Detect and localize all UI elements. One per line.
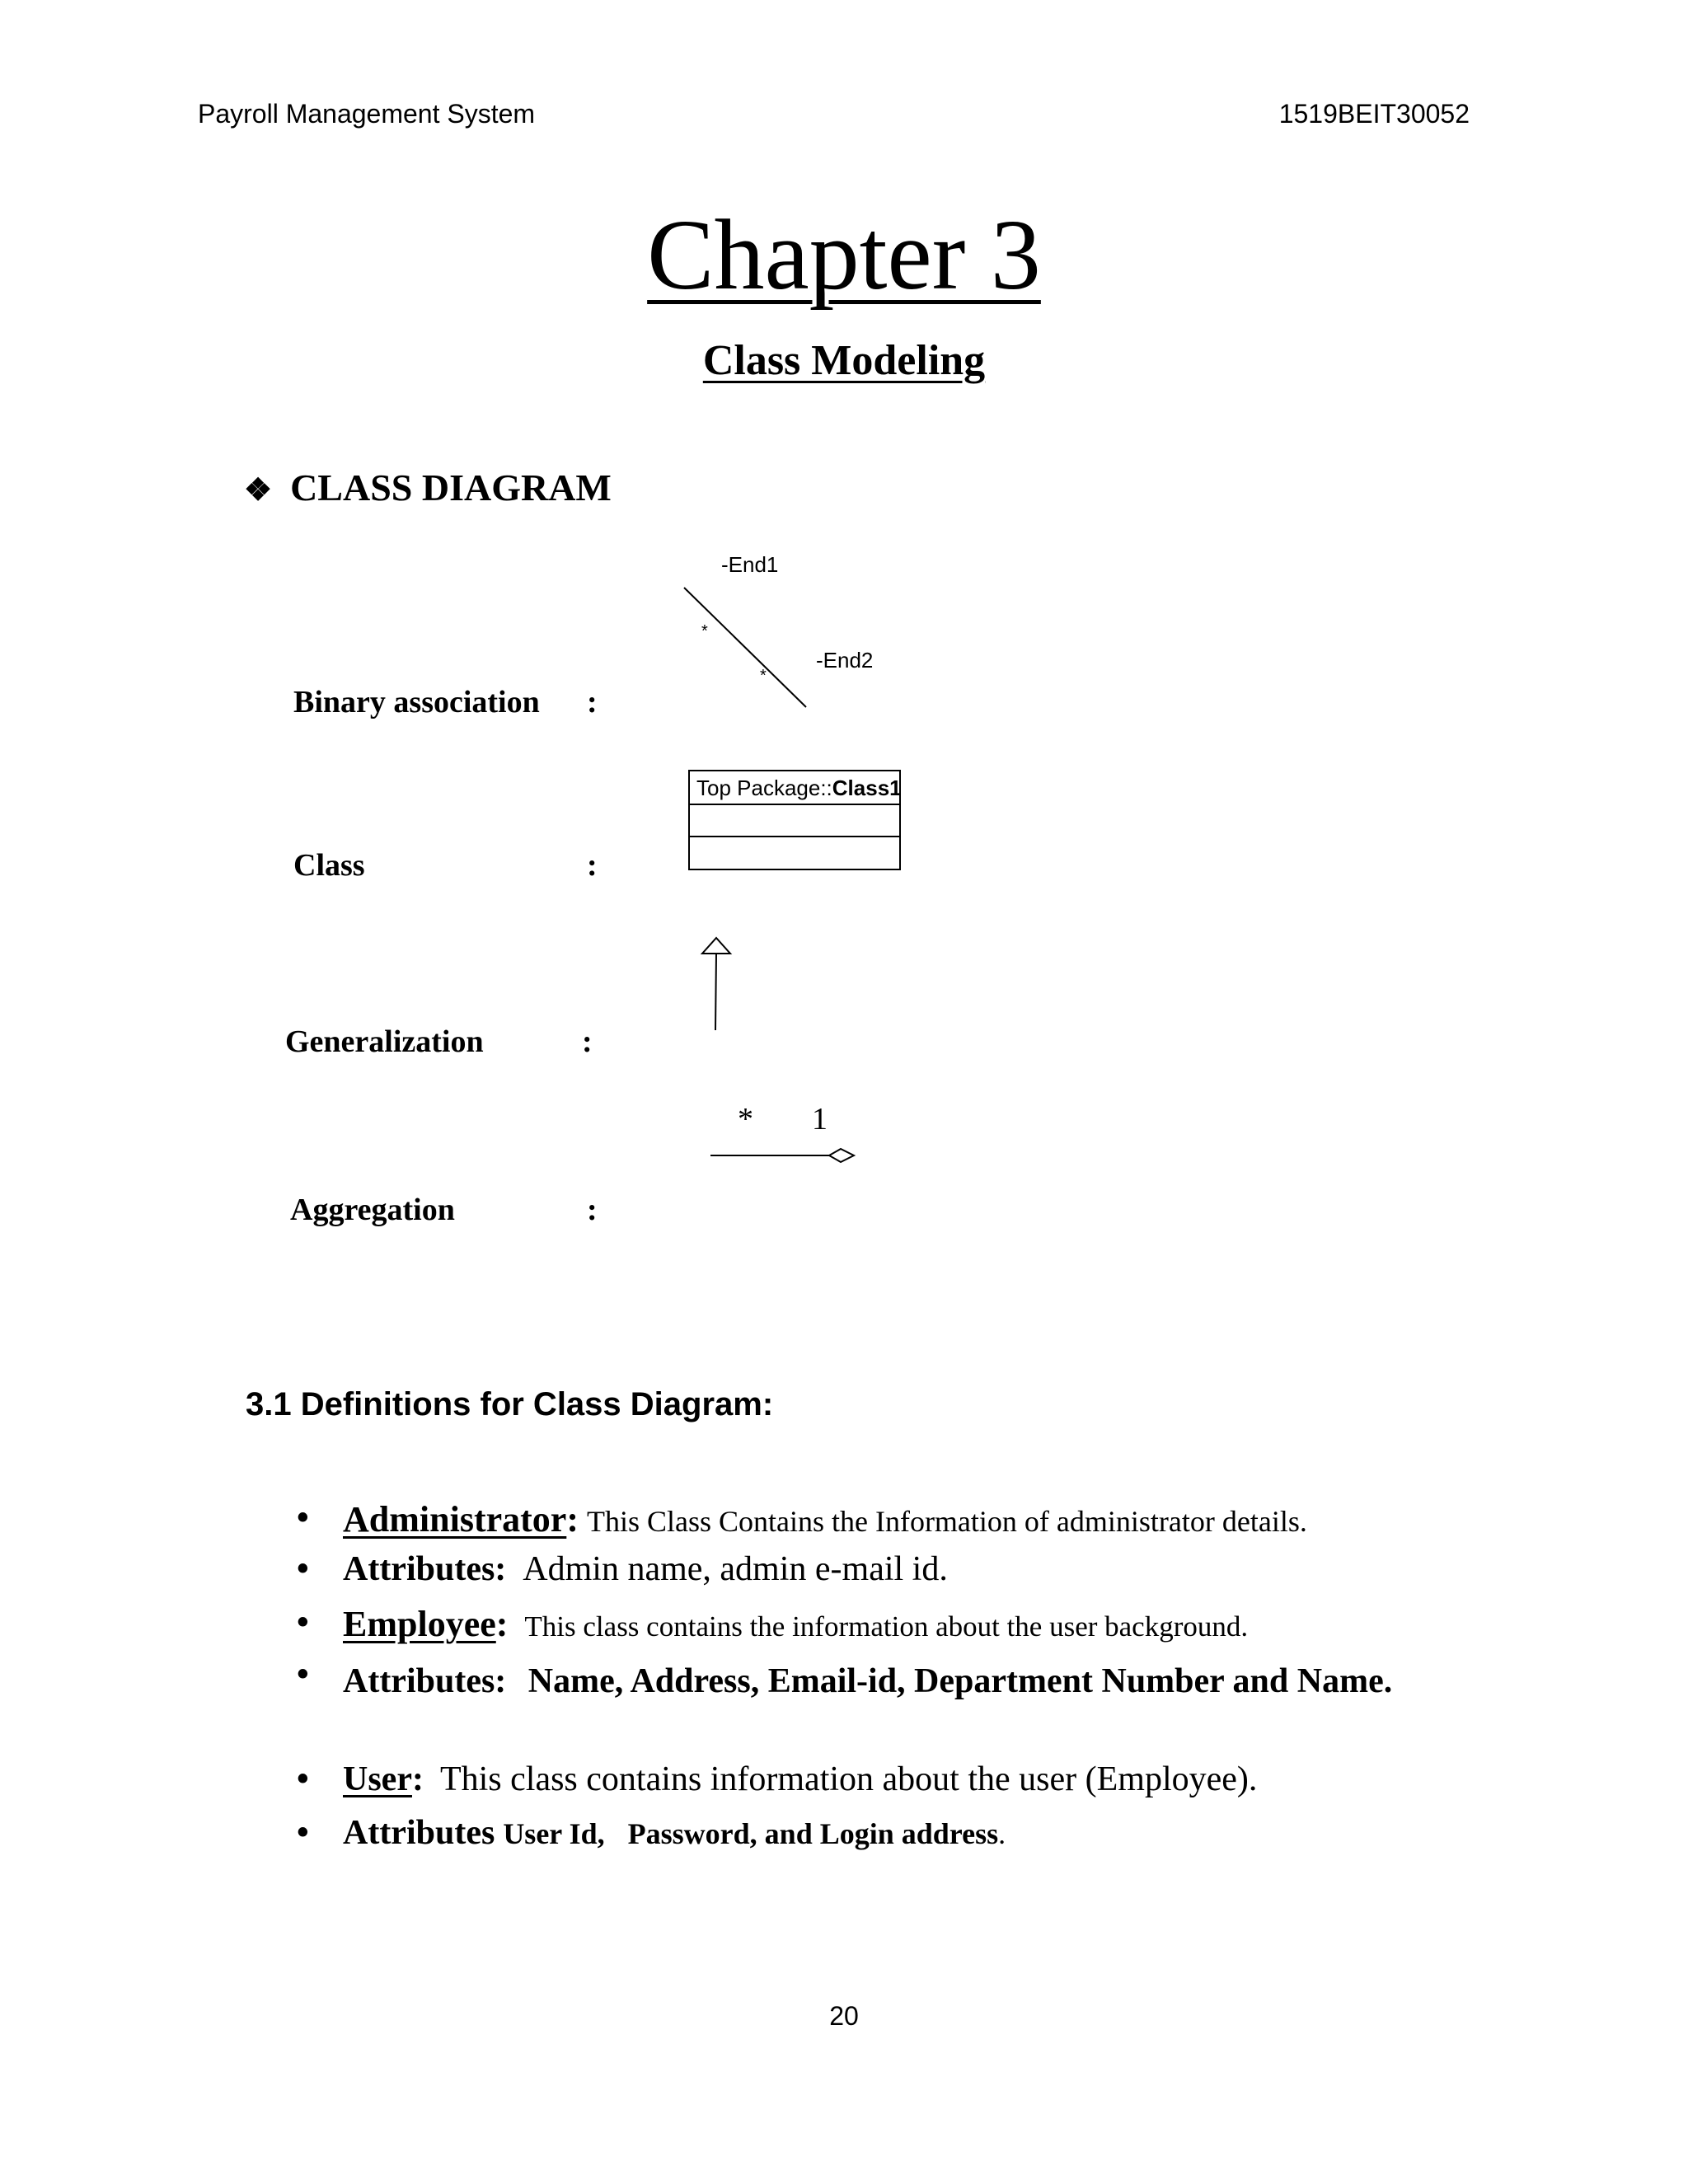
list-item: • Employee: This class contains the information about the user background. bbox=[297, 1604, 1249, 1644]
definition-term: Attributes: bbox=[343, 1550, 507, 1588]
binary-association-symbol bbox=[684, 552, 873, 707]
association-end2-label: -End2 bbox=[816, 648, 874, 673]
list-item bbox=[297, 1549, 1434, 1603]
definition-text-2: Password, and Login address bbox=[627, 1817, 999, 1850]
generalization-line bbox=[715, 954, 716, 1030]
generalization-triangle-icon bbox=[702, 938, 730, 954]
definition-text: This class contains information about the user (Employee). bbox=[439, 1760, 1258, 1798]
bullet-icon: • bbox=[297, 1656, 309, 1694]
definition-text-1: User Id, bbox=[503, 1817, 605, 1850]
definitions-list bbox=[297, 1498, 1434, 1867]
aggregation-label: Aggregation bbox=[290, 1193, 455, 1227]
bullet-icon: • bbox=[297, 1604, 309, 1642]
chapter-subtitle: Class Modeling bbox=[702, 337, 986, 384]
list-item: • User: This class contains information about the user (Employee). bbox=[297, 1760, 1258, 1798]
aggregation-multiplicity-many: * bbox=[738, 1102, 753, 1137]
class-name-text bbox=[696, 776, 902, 800]
bullet-icon: • bbox=[297, 1550, 309, 1588]
class-name-bold: Class1 bbox=[832, 776, 902, 800]
definition-text: Name, Address, Email-id, Department Number and Name. bbox=[528, 1662, 1393, 1700]
list-item bbox=[297, 1656, 1434, 1760]
definitions-heading: 3.1 Definitions for Class Diagram: bbox=[246, 1386, 774, 1422]
generalization-label: Generalization bbox=[285, 1024, 484, 1059]
binary-association-label: Binary association bbox=[293, 685, 540, 719]
page-number: 20 bbox=[829, 2001, 859, 2031]
bullet-icon: • bbox=[297, 1814, 309, 1852]
association-end1-label: -End1 bbox=[721, 552, 779, 577]
running-header-id: 1519BEIT30052 bbox=[1278, 99, 1470, 129]
class-label: Class bbox=[293, 848, 365, 883]
definition-text: This Class Contains the Information of administrator details. bbox=[586, 1505, 1307, 1538]
association-multiplicity-2: * bbox=[760, 667, 767, 685]
class-colon: : bbox=[587, 848, 598, 883]
aggregation-multiplicity-one: 1 bbox=[812, 1102, 828, 1137]
definition-term: Attributes bbox=[343, 1814, 495, 1852]
aggregation-colon: : bbox=[587, 1193, 598, 1227]
binary-association-colon: : bbox=[587, 685, 598, 719]
definition-term: User bbox=[343, 1760, 412, 1798]
section-heading-text: CLASS DIAGRAM bbox=[290, 466, 612, 509]
class-box-symbol bbox=[689, 771, 902, 869]
definition-text: Admin name, admin e-mail id. bbox=[523, 1550, 948, 1588]
generalization-symbol bbox=[702, 938, 730, 1030]
list-item: • Attributes User Id, Password, and Login address. bbox=[297, 1814, 1006, 1852]
definition-term: Administrator bbox=[343, 1499, 567, 1540]
chapter-title: Chapter 3 bbox=[647, 199, 1041, 311]
aggregation-symbol bbox=[710, 1102, 854, 1162]
association-line bbox=[684, 588, 806, 707]
diamond-bullet-icon: ❖ bbox=[244, 473, 273, 508]
list-item: • Administrator: This Class Contains the Information of administrator details. bbox=[297, 1499, 1307, 1540]
bullet-icon: • bbox=[297, 1760, 309, 1798]
definition-term: Employee bbox=[343, 1604, 496, 1644]
association-multiplicity-1: * bbox=[701, 622, 708, 640]
class-package-text: Top Package:: bbox=[696, 776, 832, 800]
bullet-icon: • bbox=[297, 1499, 309, 1537]
running-header-title: Payroll Management System bbox=[198, 99, 536, 129]
generalization-colon: : bbox=[582, 1024, 593, 1059]
definition-term: Attributes: bbox=[343, 1662, 507, 1700]
definition-text: This class contains the information about the user background. bbox=[524, 1610, 1249, 1643]
aggregation-diamond-icon bbox=[829, 1149, 854, 1162]
